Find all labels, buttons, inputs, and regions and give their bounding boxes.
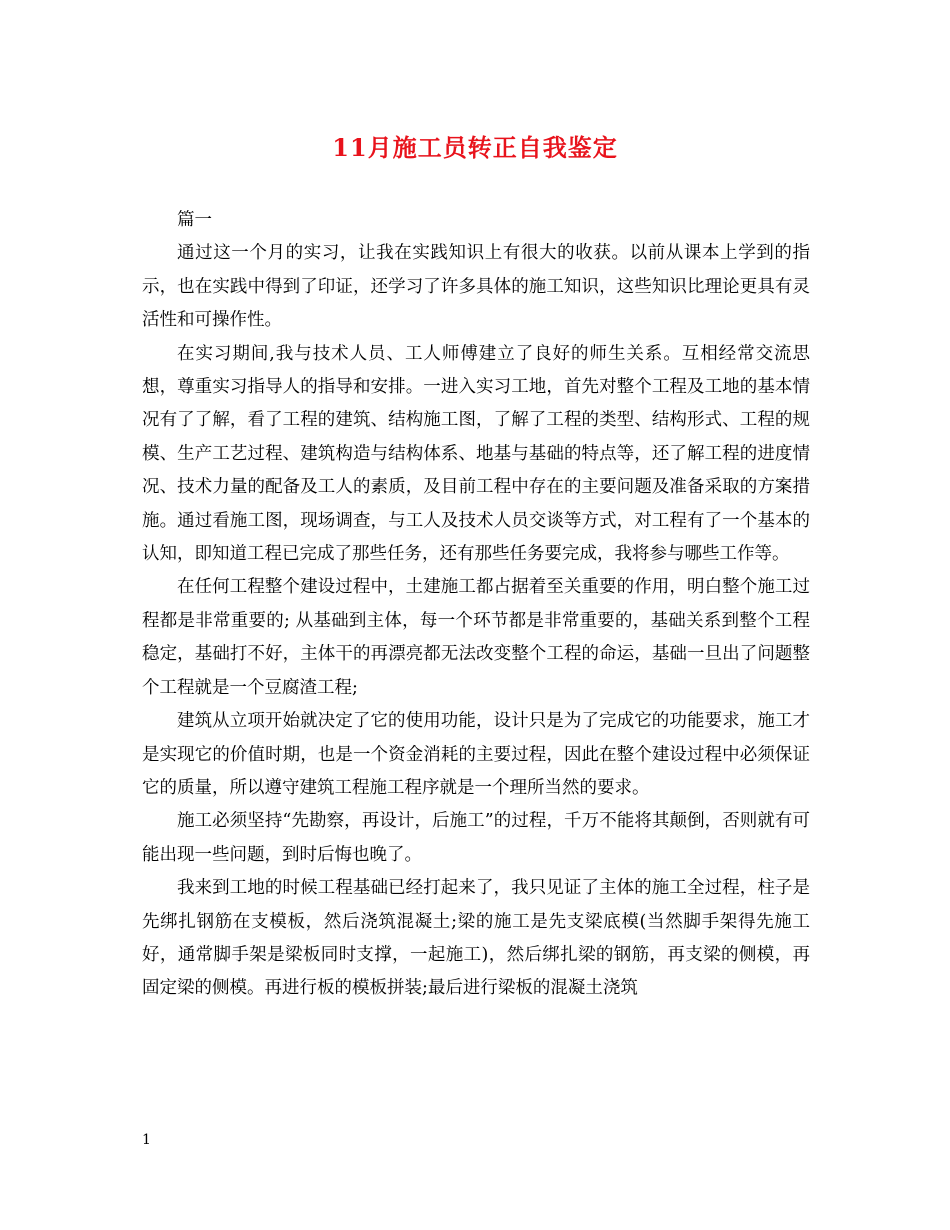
- body-paragraph: 在实习期间,我与技术人员、工人师傅建立了良好的师生关系。互相经常交流思想，尊重实习指导人的指导和安排。一进入实习工地，首先对整个工程及工地的基本情况有了了解，看了工程的建筑、结构施工图，了解了工程的类型、结构形式、工程的规模、生产工艺过程、建筑构造与结构体系、地基与基础的特点等，还了解工程的进度情况、技术力量的配备及工人的素质，及目前工程中存在的主要问题及准备采取的方案措施。通过看施工图，现场调查，与工人及技术人员交谈等方式，对工程有了一个基本的认知，即知道工程已完成了那些任务，还有那些任务要完成，我将参与哪些工作等。: [142, 343, 810, 565]
- page-number: 1: [142, 1132, 151, 1148]
- body-paragraph: 建筑从立项开始就决定了它的使用功能，设计只是为了完成它的功能要求，施工才是实现它的价值时期，也是一个资金消耗的主要过程，因此在整个建设过程中必须保证它的质量，所以遵守建筑工程施工程序就是一个理所当然的要求。: [142, 711, 810, 798]
- page-title: 11月施工员转正自我鉴定: [332, 133, 618, 162]
- body-paragraph: 通过这一个月的实习，让我在实践知识上有很大的收获。以前从课本上学到的指示，也在实践中得到了印证，还学习了许多具体的施工知识，这些知识比理论更具有灵活性和可操作性。: [142, 243, 810, 331]
- section-heading: 篇一: [177, 210, 212, 230]
- body-paragraph: 施工必须坚持“先勘察，再设计，后施工”的过程，千万不能将其颠倒，否则就有可能出现一些问题，到时后悔也晚了。: [142, 811, 810, 865]
- body-paragraph: 我来到工地的时候工程基础已经打起来了，我只见证了主体的施工全过程，柱子是先绑扎钢筋在支模板，然后浇筑混凝土;梁的施工是先支梁底模(当然脚手架得先施工好，通常脚手架是梁板同时支撑，一起施工)，然后绑扎梁的钢筋，再支梁的侧模，再固定梁的侧模。再进行板的模板拼装;最后进行梁板的混凝土浇筑: [142, 878, 810, 999]
- body-paragraph: 在任何工程整个建设过程中，土建施工都占据着至关重要的作用，明白整个施工过程都是非常重要的; 从基础到主体，每一个环节都是非常重要的，基础关系到整个工程稳定，基础打不好，主体干的再漂亮都无法改变整个工程的命运，基础一旦出了问题整个工程就是一个豆腐渣工程;: [142, 577, 810, 698]
- document-body: [142, 204, 810, 1006]
